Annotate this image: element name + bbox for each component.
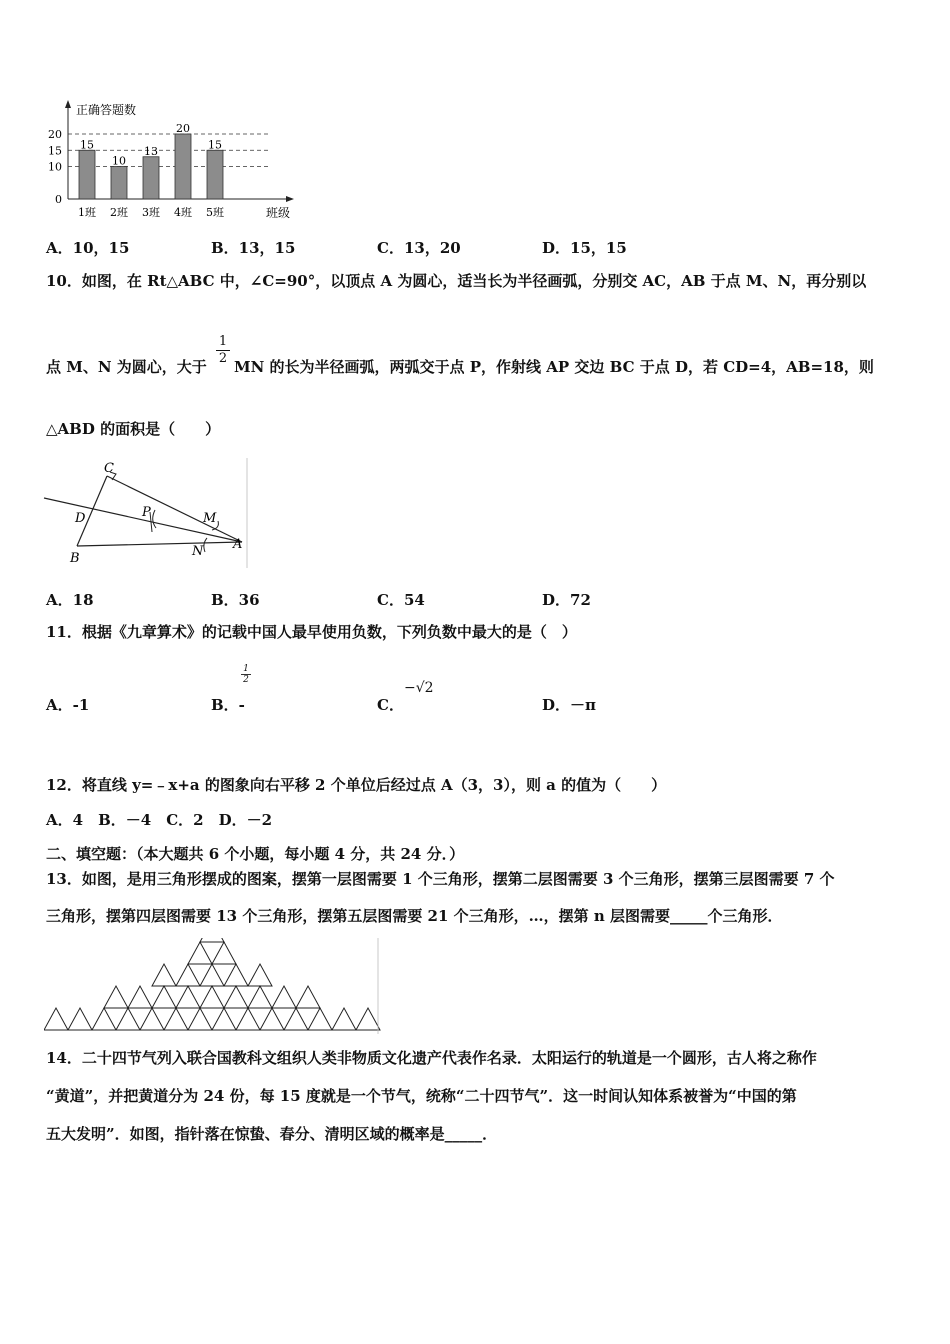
x-axis-arrow — [286, 196, 294, 202]
q11-option-c-expr: −√2 — [404, 680, 434, 696]
pattern-triangle — [92, 1008, 116, 1030]
label-n: N — [192, 544, 204, 559]
bar-value-label: 15 — [80, 138, 94, 152]
q14-stem-line3: 五大发明”．如图，指针落在惊蛰、春分、清明区域的概率是_____． — [46, 1125, 498, 1143]
q10-stem-line3: △ABD 的面积是（ ） — [46, 420, 221, 438]
q10-stem-line2-pre: 点 M、N 为圆心，大于 — [46, 358, 207, 376]
q11-stem: 11．根据《九章算术》的记载中国人最早使用负数，下列负数中最大的是（ ） — [46, 623, 577, 641]
pattern-triangle — [356, 1008, 380, 1030]
bar — [79, 150, 95, 199]
q12-options[interactable]: A．4 B．－4 C．2 D．－2 — [46, 811, 273, 829]
pattern-triangle — [248, 964, 272, 986]
x-tick-label: 1班 — [78, 206, 96, 219]
q11-option-c[interactable]: C． — [377, 696, 404, 714]
q10-option-c[interactable]: C．54 — [377, 591, 425, 609]
pattern-triangle — [152, 986, 176, 1008]
q10-fraction — [216, 334, 230, 366]
bar-value-label: 15 — [208, 138, 222, 152]
x-tick-label: 2班 — [110, 206, 128, 219]
x-tick-label: 4班 — [174, 206, 192, 219]
pattern-triangle — [200, 938, 224, 942]
q9-option-a[interactable]: A．10，15 — [46, 239, 130, 257]
y-tick-label: 20 — [48, 128, 62, 141]
bar — [111, 167, 127, 200]
x-tick-label: 3班 — [142, 206, 160, 219]
pattern-triangle — [284, 1008, 308, 1030]
pattern-triangle — [224, 986, 248, 1008]
pattern-triangle — [332, 1008, 356, 1030]
label-p: P — [142, 505, 151, 520]
y-tick-label: 10 — [48, 160, 62, 174]
chart-layer — [48, 100, 294, 220]
q14-stem-line1: 14．二十四节气列入联合国教科文组织人类非物质文化遗产代表作名录．太阳运行的轨道是一个圆形，古人将之称作 — [46, 1049, 817, 1067]
pattern-triangle — [128, 986, 152, 1008]
label-m: M — [203, 511, 217, 526]
pattern-triangle — [68, 1008, 92, 1030]
label-b: B — [70, 551, 80, 566]
pattern-triangle — [200, 964, 224, 986]
label-d: D — [75, 511, 86, 526]
q9-option-c[interactable]: C．13，20 — [377, 239, 461, 257]
pattern-triangle — [176, 964, 200, 986]
q11-option-b-fraction — [241, 664, 251, 685]
bar-value-label: 13 — [144, 144, 158, 158]
triangle-figure — [42, 458, 252, 568]
y-axis-arrow — [65, 100, 71, 108]
y-tick-label: 15 — [48, 144, 62, 158]
x-tick-label: 5班 — [206, 206, 224, 219]
q13-stem-line1: 13．如图，是用三角形摆成的图案，摆第一层图需要 1 个三角形，摆第二层图需要 3 个三角形，摆第三层图需要 7 个 — [46, 870, 835, 888]
q10-fraction-num: 1 — [218, 334, 228, 349]
y-axis-label: 正确答题数 — [76, 103, 137, 117]
y-tick-label: 0 — [55, 193, 62, 206]
pattern-triangle — [212, 942, 236, 964]
q10-fraction-den: 2 — [216, 350, 230, 366]
pattern-triangle — [212, 1008, 236, 1030]
pattern-triangle — [224, 964, 248, 986]
pattern-triangle — [44, 1008, 68, 1030]
bar — [207, 150, 223, 199]
bar-value-label: 10 — [112, 154, 126, 168]
pattern-triangle — [176, 986, 200, 1008]
q11-option-b-frac-num: 1 — [243, 664, 249, 674]
pattern-triangle — [152, 964, 176, 986]
q9-option-d[interactable]: D．15，15 — [542, 239, 627, 257]
q11-option-b-frac-den: 2 — [241, 674, 251, 685]
q11-option-a[interactable]: A．-1 — [46, 696, 90, 714]
section-2-heading: 二、填空题：（本大题共 6 个小题，每小题 4 分，共 24 分．） — [46, 845, 465, 863]
q10-option-d[interactable]: D．72 — [542, 591, 591, 609]
q10-stem-line2-post: MN 的长为半径画弧，两弧交于点 P，作射线 AP 交边 BC 于点 D，若 CD=4，AB=18，则 — [234, 358, 874, 376]
pattern-triangle — [188, 1008, 212, 1030]
triangle-pattern — [44, 938, 380, 1030]
pattern-triangle — [260, 1008, 284, 1030]
triangle-pattern-figure — [44, 938, 384, 1034]
bar-chart — [40, 96, 310, 224]
q9-option-b[interactable]: B．13，15 — [211, 239, 296, 257]
q14-stem-line2: “黄道”，并把黄道分为 24 份，每 15 度就是一个节气，统称“二十四节气”．这一时间认知体系被誉为“中国的第 — [46, 1087, 797, 1105]
q13-stem-line2: 三角形，摆第四层图需要 13 个三角形，摆第五层图需要 21 个三角形，…，摆第 n 层图需要_____个三角形． — [46, 907, 783, 925]
pattern-triangle — [236, 1008, 260, 1030]
pattern-triangle — [248, 986, 272, 1008]
q10-stem-line1: 10．如图，在 Rt△ABC 中，∠C=90°，以顶点 A 为圆心，适当长为半径画弧，分别交 AC，AB 于点 M、N，再分别以 — [46, 272, 867, 290]
q11-option-b[interactable]: B．- — [211, 696, 245, 714]
pattern-triangle — [104, 986, 128, 1008]
pattern-triangle — [164, 1008, 188, 1030]
pattern-triangle — [200, 986, 224, 1008]
x-axis-label: 班级 — [266, 206, 291, 220]
q10-option-b[interactable]: B．36 — [211, 591, 260, 609]
pattern-triangle — [308, 1008, 332, 1030]
q12-stem: 12．将直线 y=﹣x+a 的图象向右平移 2 个单位后经过点 A（3，3），则 a 的值为（ ） — [46, 776, 667, 794]
q10-option-a[interactable]: A．18 — [46, 591, 94, 609]
pattern-triangle — [140, 1008, 164, 1030]
pattern-triangle — [296, 986, 320, 1008]
pattern-triangle — [116, 1008, 140, 1030]
pattern-triangle — [188, 942, 212, 964]
q11-option-d[interactable]: D．－π — [542, 696, 596, 714]
label-a: A — [233, 537, 243, 552]
label-c: C — [104, 461, 114, 476]
pattern-triangle — [272, 986, 296, 1008]
bar — [143, 157, 159, 199]
bar-value-label: 20 — [176, 122, 190, 135]
bar — [175, 134, 191, 199]
